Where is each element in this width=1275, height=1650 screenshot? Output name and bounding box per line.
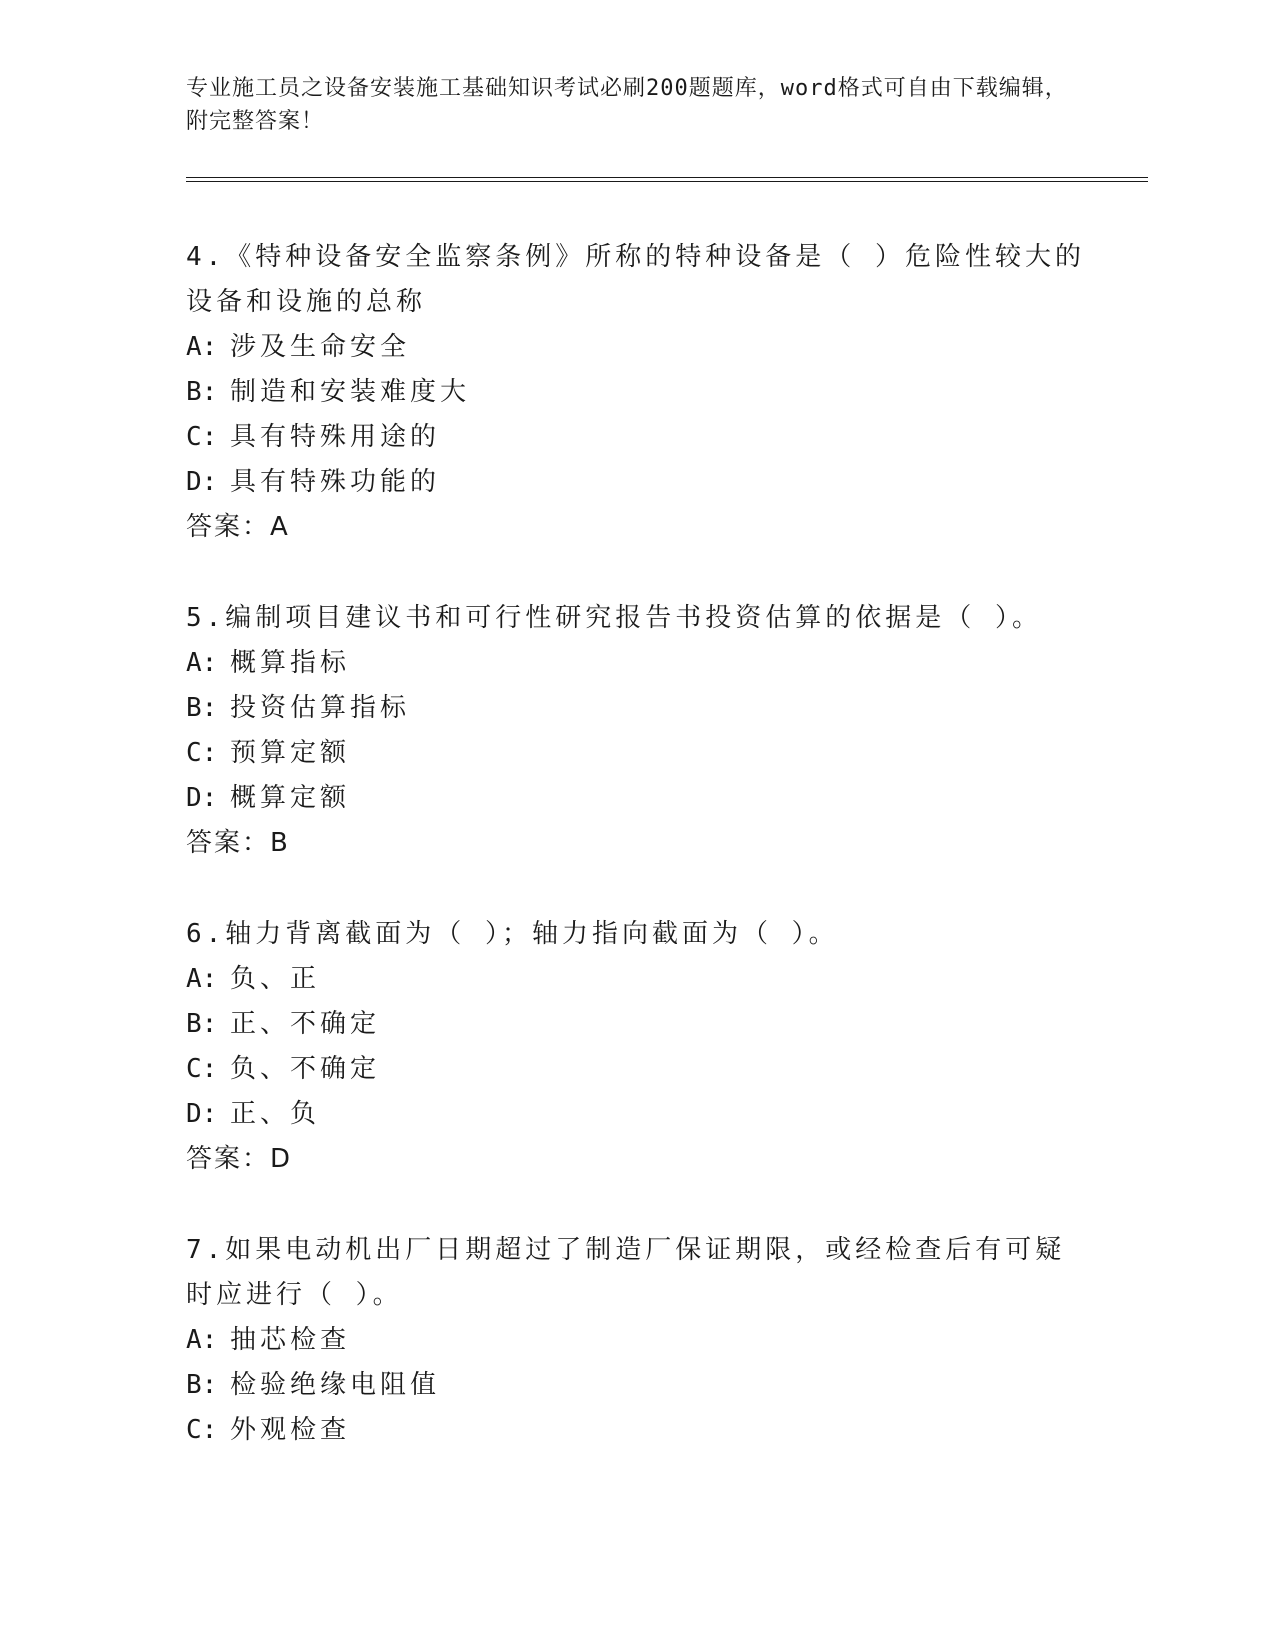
- option-c: [186, 1408, 1086, 1453]
- question-4: [186, 235, 1086, 550]
- header-divider-top: [186, 177, 1148, 178]
- question-7: [186, 1228, 1086, 1453]
- option-d: [186, 776, 1086, 821]
- option-text: 投资估算指标: [230, 693, 411, 723]
- header-divider-bottom: [186, 181, 1148, 182]
- question-text: 7.如果电动机出厂日期超过了制造厂保证期限，或经检查后有可疑时应进行（ ）。: [186, 1235, 1066, 1310]
- question-5: [186, 596, 1086, 866]
- question-list: [186, 235, 1086, 1499]
- option-letter: A:: [186, 1325, 218, 1355]
- question-text: 6.轴力背离截面为（ ）；轴力指向截面为（ ）。: [186, 919, 839, 949]
- option-text: 具有特殊用途的: [230, 422, 441, 452]
- option-text: 外观检查: [230, 1415, 351, 1445]
- option-text: 具有特殊功能的: [230, 467, 441, 497]
- option-a: [186, 1318, 1086, 1363]
- answer-line: 答案：B: [186, 828, 290, 858]
- option-letter: C:: [186, 1054, 218, 1084]
- option-a: [186, 641, 1086, 686]
- question-6: [186, 912, 1086, 1182]
- answer-line: 答案：D: [186, 1144, 293, 1174]
- option-a: [186, 325, 1086, 370]
- option-letter: C:: [186, 738, 218, 768]
- question-text: 4.《特种设备安全监察条例》所称的特种设备是（ ）危险性较大的设备和设施的总称: [186, 242, 1085, 317]
- option-text: 概算指标: [230, 648, 351, 678]
- option-letter: B:: [186, 1009, 218, 1039]
- option-text: 负、不确定: [230, 1054, 381, 1084]
- option-b: [186, 370, 1086, 415]
- option-text: 预算定额: [230, 738, 351, 768]
- option-d: [186, 460, 1086, 505]
- option-letter: A:: [186, 964, 218, 994]
- option-b: [186, 686, 1086, 731]
- option-letter: C:: [186, 1415, 218, 1445]
- option-letter: C:: [186, 422, 218, 452]
- option-c: [186, 1047, 1086, 1092]
- option-c: [186, 731, 1086, 776]
- option-text: 制造和安装难度大: [230, 377, 471, 407]
- option-b: [186, 1363, 1086, 1408]
- option-letter: D:: [186, 1099, 218, 1129]
- option-letter: B:: [186, 377, 218, 407]
- option-a: [186, 957, 1086, 1002]
- option-text: 正、不确定: [230, 1009, 381, 1039]
- option-c: [186, 415, 1086, 460]
- document-header: 专业施工员之设备安装施工基础知识考试必刷200题题库，word格式可自由下载编辑，附完整答案！: [186, 76, 1068, 134]
- option-letter: D:: [186, 783, 218, 813]
- option-text: 正、负: [230, 1099, 321, 1129]
- option-text: 检验绝缘电阻值: [230, 1370, 441, 1400]
- option-d: [186, 1092, 1086, 1137]
- option-letter: D:: [186, 467, 218, 497]
- option-text: 概算定额: [230, 783, 351, 813]
- option-letter: B:: [186, 693, 218, 723]
- option-letter: A:: [186, 648, 218, 678]
- option-letter: B:: [186, 1370, 218, 1400]
- question-text: 5.编制项目建议书和可行性研究报告书投资估算的依据是（ ）。: [186, 603, 1042, 633]
- option-text: 抽芯检查: [230, 1325, 351, 1355]
- option-text: 负、正: [230, 964, 321, 994]
- answer-line: 答案：A: [186, 512, 290, 542]
- option-text: 涉及生命安全: [230, 332, 411, 362]
- option-b: [186, 1002, 1086, 1047]
- option-letter: A:: [186, 332, 218, 362]
